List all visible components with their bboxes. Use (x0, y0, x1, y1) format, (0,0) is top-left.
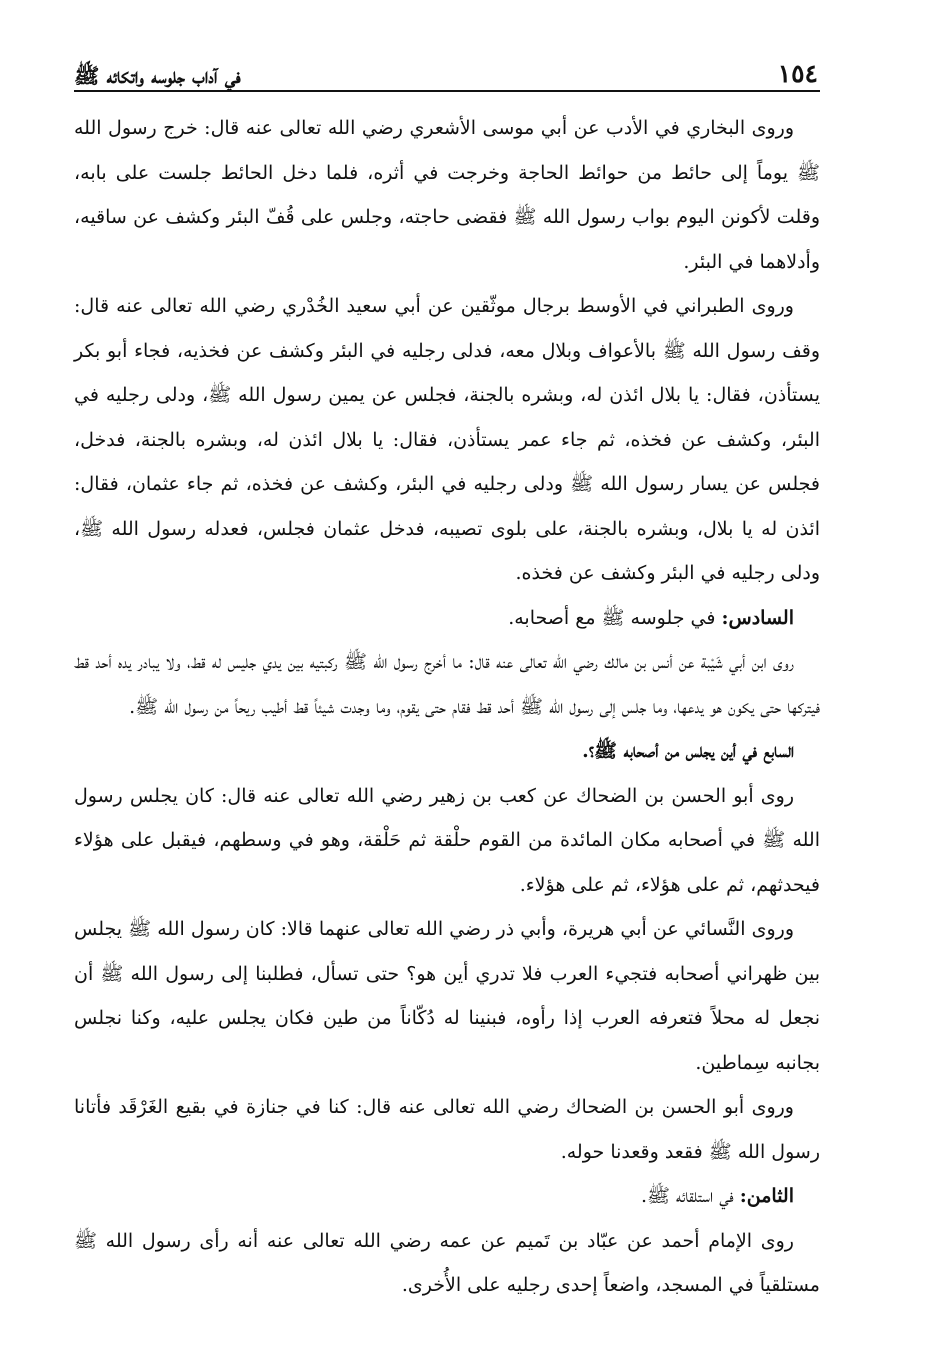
paragraph-bukhari: وروى البخاري في الأدب عن أبي موسى الأشعري رضي الله تعالى عنه قال: خرج رسول الله ﷺ يوماً إلى حائط من حوائط الحاجة وخرجت في أثره، فلما دخل الحائط جلست على بابه، وقلت لأكونن اليوم بواب رسول الله ﷺ فقضى حاجته، وجلس على قُفّ البئر وكشف عن ساقيه، وأدلاهما في البئر. (74, 117, 821, 273)
running-title: في آداب جلوسه واتكائه ﷺ (74, 63, 241, 88)
section-label-seventh: السابع في أين يجلس من أصحابه ﷺ؟. (582, 740, 794, 762)
section-title-sixth: في جلوسه ﷺ مع أصحابه. (508, 606, 716, 629)
section-label-eighth: الثامن: (739, 1185, 794, 1207)
section-heading-eighth (74, 1174, 820, 1219)
paragraph-tabarani: وروى الطبراني في الأوسط برجال موثّقين عن أبي سعيد الخُدْري رضي الله تعالى عنه قال: وقف رسول الله ﷺ بالأعواف وبلال معه، فدلى رجليه في البئر وكشف عن فخذيه، فجاء أبو بكر يستأذن، فقال: يا بلال ائذن له، وبشره بالجنة، فجلس عن يمين رسول الله ﷺ، ودلى رجليه في البئر، وكشف عن فخذه، ثم جاء عمر يستأذن، فقال: يا بلال ائذن له، وبشره بالجنة، فدخل، فجلس عن يسار رسول الله ﷺ ودلى رجليه في البئر، وكشف عن فخذه، ثم جاء عثمان، فقال: ائذن له يا بلال، وبشره بالجنة، على بلوى تصيبه، فدخل عثمان فجلس، فعدله رسول الله ﷺ، ودلى رجليه في البئر وكشف عن فخذه. (74, 295, 820, 584)
section-heading-sixth (74, 596, 820, 641)
section-heading-seventh (74, 729, 820, 774)
paragraph-ahmad: روى الإمام أحمد عن عبّاد بن تَميم عن عمه رضي الله تعالى عنه أنه رأى رسول الله ﷺ مستلقياً في المسجد، واضعاً إحدى رجليه على الأُخرى. (74, 1229, 820, 1296)
document-page (74, 52, 820, 1322)
page-number: ١٥٤ (777, 59, 818, 88)
paragraph-ibn-abi-shayba: روى ابن أبي شَيْبة عن أنس بن مالك رضي الله تعالى عنه قال: ما أخرج رسول الله ﷺ ركبتيه بين يدي جليس له قط، ولا يبادر يده أحد قط فيتركها حتى يكون هو يدعها، وما جلس إلى رسول الله ﷺ أحد قط فقام حتى يقوم، وما وجدت شيئاً قط أطيب ريحاً من رسول الله ﷺ. (74, 651, 820, 718)
paragraph-ibn-dahhak-1: روى أبو الحسن بن الضحاك عن كعب بن زهير رضي الله تعالى عنه قال: كان يجلس رسول الله ﷺ في أصحابه مكان المائدة من القوم حلْقة ثم حَلْقة، وهو في وسطهم، فيقبل على هؤلاء فيحدثهم، ثم على هؤلاء، ثم على هؤلاء. (74, 784, 820, 896)
paragraph-nasai: وروى النَّسائي عن أبي هريرة، وأبي ذر رضي الله تعالى عنهما قالا: كان رسول الله ﷺ يجلس بين ظهراني أصحابه فتجيء العرب فلا تدري أين هو؟ حتى تسأل، فطلبنا إلى رسول الله ﷺ أن نجعل له محلاً فتعرفه العرب إذا رأوه، فبنينا له دُكّاناً من طين فكان يجلس عليه، وكنا نجلس بجانبه سِماطين. (74, 918, 820, 1074)
section-title-eighth: في استلقائه ﷺ. (640, 1185, 734, 1207)
section-label-sixth: السادس: (721, 606, 794, 629)
page-body (74, 106, 820, 1308)
paragraph-ibn-dahhak-2: وروى أبو الحسن بن الضحاك رضي الله تعالى عنه قال: كنا في جنازة في بقيع الغَرْقَد فأتانا رسول الله ﷺ فقعد وقعدنا حوله. (74, 1096, 820, 1163)
page-header (74, 52, 820, 92)
